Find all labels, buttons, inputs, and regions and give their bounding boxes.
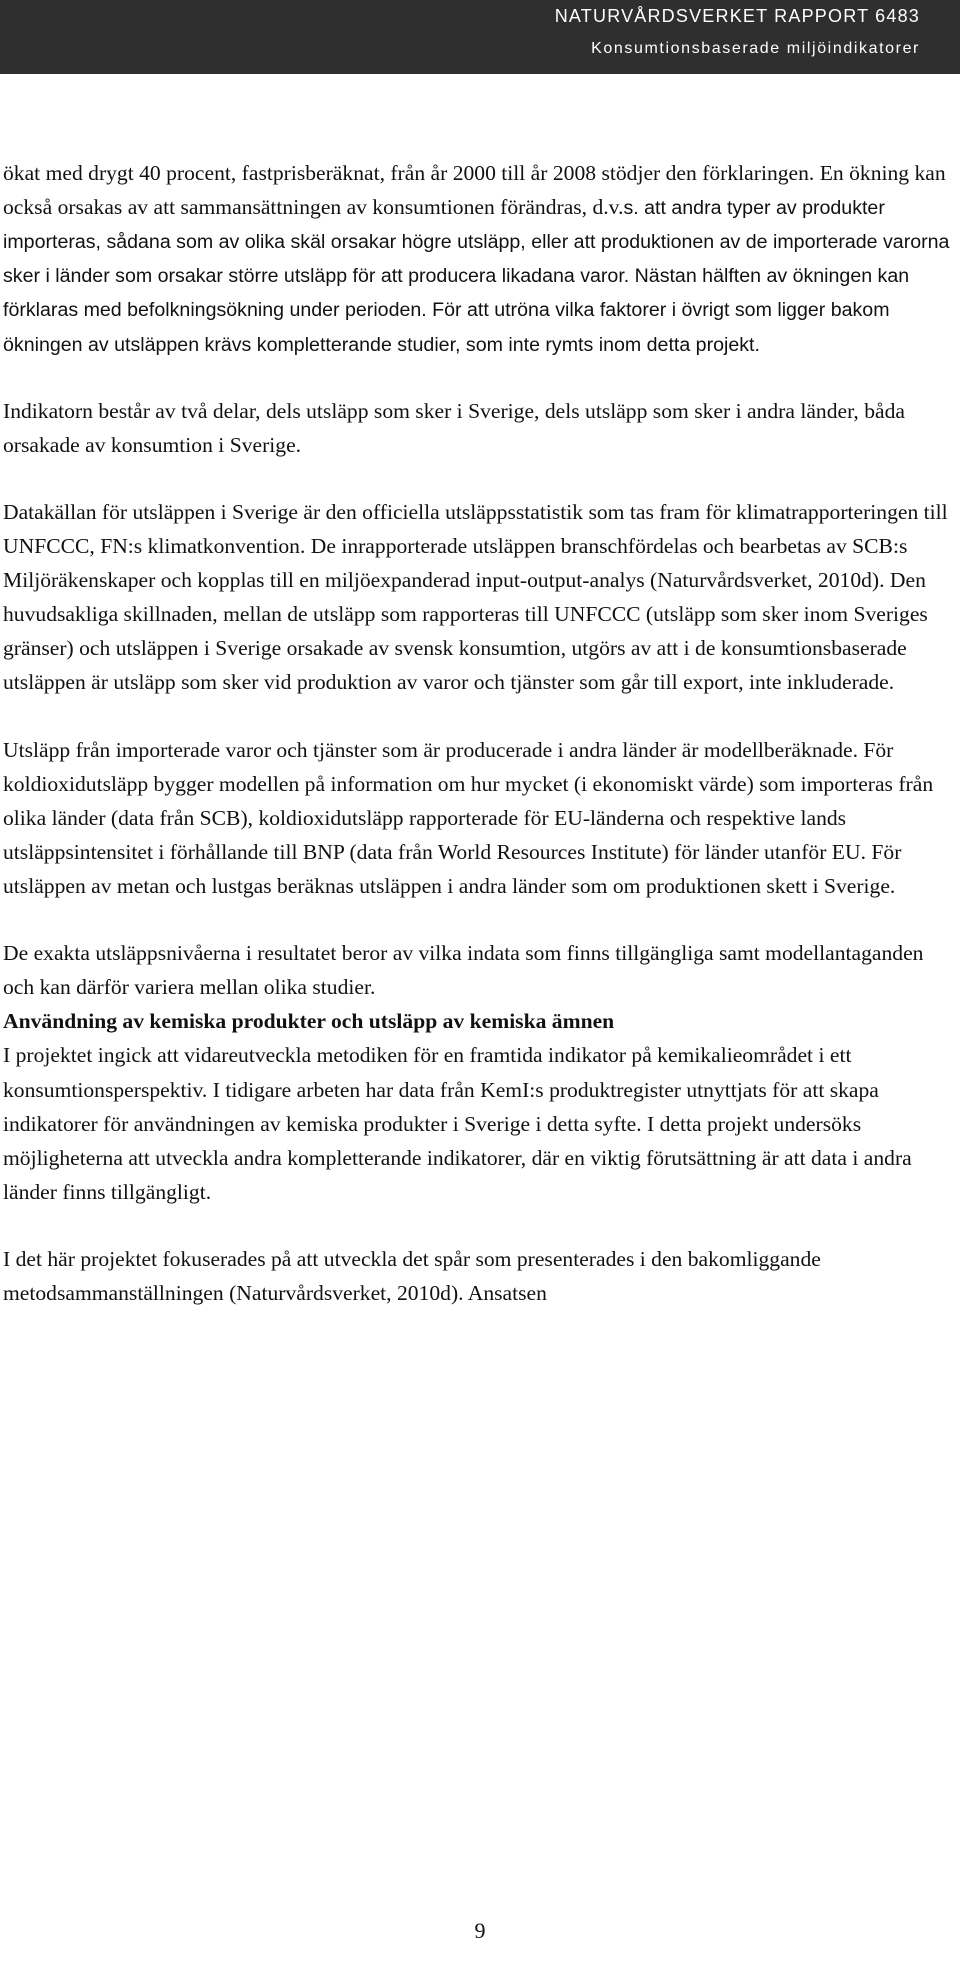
paragraph-1: [3, 156, 957, 361]
report-header: [0, 0, 960, 74]
report-title: NATURVÅRDSVERKET RAPPORT 6483: [554, 6, 920, 26]
paragraph-1-serif: ökat med drygt 40 procent, fastprisberäknat, från år 2000 till år 2008 stödjer den förklaringen. En ökning kan också orsakas av att sammansättningen av konsumtionen förändras, d.v.: [3, 161, 946, 220]
section-paragraph-1: I projektet ingick att vidareutveckla metodiken för en framtida indikator på kemikalieområdet i ett konsumtionsperspektiv. I tidigare arbeten har data från KemI:s produktregister utnyttjats för att skapa indikatorer för användningen av kemiska produkter i Sverige i detta syfte. I detta projekt undersöks möjligheterna att utveckla andra kompletterande indikatorer, där en viktig förutsättning är att data i andra länder finns tillgängligt.: [3, 1043, 912, 1204]
paragraph-3: Datakällan för utsläppen i Sverige är den officiella utsläppsstatistik som tas fram för klimatrapporteringen till UNFCCC, FN:s klimatkonvention. De inrapporterade utsläppen branschfördelas och bearbetas av SCB:s Miljöräkenskaper och kopplas till en miljöexpanderad input-output-analys (Naturvårdsverket, 2010d). Den huvudsakliga skillnaden, mellan de utsläpp som rapporteras till UNFCCC (utsläpp som sker inom Sveriges gränser) och utsläppen i Sverige orsakade av svensk konsumtion, utgörs av att i de konsumtionsbaserade utsläppen är utsläpp som sker vid produktion av varor och tjänster som går till export, inte inkluderade.: [3, 499, 948, 695]
body-text: [3, 156, 957, 1310]
paragraph-1-sans: s. att andra typer av produkter importeras, sådana som av olika skäl orsakar högre utsläpp, eller att produktionen av de importerade varorna sker i länder som orsakar större utsläpp för att producera likadana varor. Nästan hälften av ökningen kan förklaras med befolkningsökning under perioden. För att utröna vilka faktorer i övrigt som ligger bakom ökningen av utsläppen krävs kompletterande studier, som inte rymts inom detta projekt.: [3, 197, 950, 356]
paragraph-4: Utsläpp från importerade varor och tjänster som är producerade i andra länder är modellberäknade. För koldioxidutsläpp bygger modellen på information om hur mycket (i ekonomiskt värde) som importeras från olika länder (data från SCB), koldioxidutsläpp rapporterade för EU-länderna och respektive lands utsläppsintensitet i förhållande till BNP (data från World Resources Institute) för länder utanför EU. För utsläppen av metan och lustgas beräknas utsläppen i andra länder som om produktionen skett i Sverige.: [3, 737, 934, 898]
page-number: 9: [474, 1918, 486, 1943]
report-subtitle: Konsumtionsbaserade miljöindikatorer: [591, 40, 920, 57]
paragraph-5: De exakta utsläppsnivåerna i resultatet beror av vilka indata som finns tillgängliga samt modellantaganden och kan därför variera mellan olika studier.: [3, 941, 924, 1000]
section-heading: Användning av kemiska produkter och utsläpp av kemiska ämnen: [3, 1009, 615, 1034]
section-paragraph-2: I det här projektet fokuserades på att utveckla det spår som presenterades i den bakomliggande metodsammanställningen (Naturvårdsverket, 2010d). Ansatsen: [3, 1246, 821, 1306]
paragraph-2: Indikatorn består av två delar, dels utsläpp som sker i Sverige, dels utsläpp som sker i andra länder, båda orsakade av konsumtion i Sverige.: [3, 398, 905, 457]
